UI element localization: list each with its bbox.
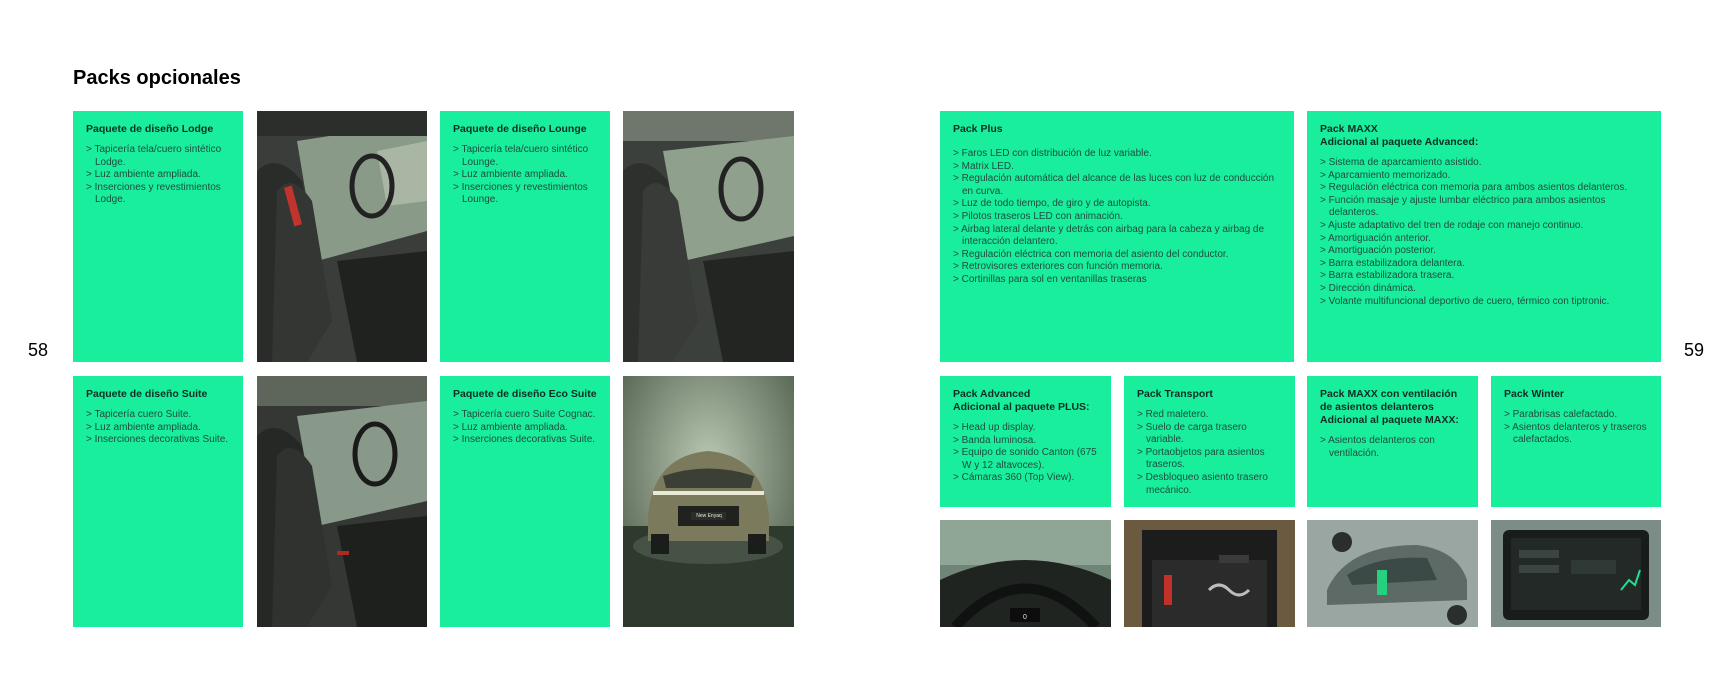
page-title: Packs opcionales (73, 67, 241, 89)
list-item: > Retrovisores exteriores con función memoria. (953, 261, 1281, 274)
pack-card-maxx (1307, 111, 1661, 362)
list-item: > Asientos delanteros y traseros calefactados. (1504, 422, 1648, 447)
lodge-interior-photo (257, 111, 427, 362)
pack-title: Pack Transport (1137, 388, 1213, 400)
suite-interior-photo (257, 376, 427, 627)
pack-items (86, 409, 230, 447)
list-item: > Head up display. (953, 422, 1098, 435)
pack-title (1320, 123, 1648, 149)
list-item: > Aparcamiento memorizado. (1320, 170, 1648, 183)
cargo-trunk-photo (1124, 520, 1295, 627)
pack-items (453, 409, 597, 447)
pack-card-plus (940, 111, 1294, 362)
list-item: > Desbloqueo asiento trasero mecánico. (1137, 472, 1282, 497)
list-item: > Barra estabilizadora trasera. (1320, 270, 1648, 283)
pack-title: Paquete de diseño Eco Suite (453, 388, 597, 400)
list-item: > Faros LED con distribución de luz variable. (953, 148, 1281, 161)
pack-items (1137, 409, 1282, 497)
pack-title-line: Pack MAXX (1320, 123, 1378, 135)
list-item: > Suelo de carga trasero variable. (1137, 422, 1282, 447)
pack-items (453, 144, 597, 207)
pack-title-line: Pack Advanced (953, 388, 1031, 400)
list-item: > Cámaras 360 (Top View). (953, 472, 1098, 485)
pack-title: Paquete de diseño Suite (86, 388, 208, 400)
list-item: > Luz de todo tiempo, de giro y de autopista. (953, 198, 1281, 211)
list-item: > Red maletero. (1137, 409, 1282, 422)
pack-title-line: de asientos delanteros (1320, 401, 1434, 413)
list-item: > Inserciones y revestimientos Lounge. (453, 182, 597, 207)
pack-subtitle: Adicional al paquete PLUS: (953, 401, 1090, 413)
list-item: > Tapicería cuero Suite. (86, 409, 230, 422)
pack-subtitle: Adicional al paquete Advanced: (1320, 136, 1479, 148)
pack-items (1320, 157, 1648, 308)
pack-items (86, 144, 230, 207)
pack-title (1320, 388, 1465, 427)
list-item: > Inserciones decorativas Suite. (453, 434, 597, 447)
pack-card-winter (1491, 376, 1661, 507)
pack-subtitle: Adicional al paquete MAXX: (1320, 414, 1459, 426)
head-up-display-photo (940, 520, 1111, 627)
list-item: > Pilotos traseros LED con animación. (953, 211, 1281, 224)
pack-items (953, 422, 1098, 485)
list-item: > Función masaje y ajuste lumbar eléctrico para ambos asientos delanteros. (1320, 195, 1648, 220)
list-item: > Amortiguación posterior. (1320, 245, 1648, 258)
ventilated-seats-photo (1307, 520, 1478, 627)
lounge-interior-photo (623, 111, 794, 362)
pack-items (953, 148, 1281, 287)
pack-card-lounge (440, 111, 610, 362)
list-item: > Banda luminosa. (953, 435, 1098, 448)
list-item: > Amortiguación anterior. (1320, 233, 1648, 246)
list-item: > Tapicería cuero Suite Cognac. (453, 409, 597, 422)
pack-card-suite (73, 376, 243, 627)
list-item: > Ajuste adaptativo del tren de rodaje con manejo continuo. (1320, 220, 1648, 233)
pack-title: Paquete de diseño Lounge (453, 123, 587, 135)
list-item: > Tapicería tela/cuero sintético Lounge. (453, 144, 597, 169)
list-item: > Luz ambiente ampliada. (86, 169, 230, 182)
svg-text:0: 0 (1023, 614, 1027, 621)
list-item: > Dirección dinámica. (1320, 283, 1648, 296)
pack-card-maxx-ventilation (1307, 376, 1478, 507)
list-item: > Volante multifuncional deportivo de cuero, térmico con tiptronic. (1320, 296, 1648, 309)
list-item: > Asientos delanteros con ventilación. (1320, 435, 1465, 460)
page-number-right: 59 (1684, 340, 1705, 360)
pack-title: Paquete de diseño Lodge (86, 123, 214, 135)
list-item: > Matrix LED. (953, 161, 1281, 174)
infotainment-screen-photo (1491, 520, 1661, 627)
pack-card-advanced (940, 376, 1111, 507)
list-item: > Cortinillas para sol en ventanillas traseras (953, 274, 1281, 287)
list-item: > Parabrisas calefactado. (1504, 409, 1648, 422)
list-item: > Regulación eléctrica con memoria para ambos asientos delanteros. (1320, 182, 1648, 195)
pack-card-transport (1124, 376, 1295, 507)
car-badge-text: New Enyaq (696, 513, 722, 519)
list-item: > Sistema de aparcamiento asistido. (1320, 157, 1648, 170)
list-item: > Luz ambiente ampliada. (86, 422, 230, 435)
list-item: > Luz ambiente ampliada. (453, 422, 597, 435)
pack-card-lodge (73, 111, 243, 362)
list-item: > Inserciones y revestimientos Lodge. (86, 182, 230, 207)
pack-title: Pack Plus (953, 123, 1003, 135)
list-item: > Regulación eléctrica con memoria del asiento del conductor. (953, 249, 1281, 262)
pack-card-eco-suite (440, 376, 610, 627)
list-item: > Inserciones decorativas Suite. (86, 434, 230, 447)
list-item: > Regulación automática del alcance de las luces con luz de conducción en curva. (953, 173, 1281, 198)
list-item: > Portaobjetos para asientos traseros. (1137, 447, 1282, 472)
pack-title-line: Pack MAXX con ventilación (1320, 388, 1458, 400)
pack-items (1320, 435, 1465, 460)
car-exterior-photo (623, 376, 794, 627)
pack-title: Pack Winter (1504, 388, 1565, 400)
page-number-left: 58 (28, 340, 49, 360)
list-item: > Equipo de sonido Canton (675 W y 12 altavoces). (953, 447, 1098, 472)
pack-items (1504, 409, 1648, 447)
pack-title (953, 388, 1098, 414)
list-item: > Luz ambiente ampliada. (453, 169, 597, 182)
list-item: > Barra estabilizadora delantera. (1320, 258, 1648, 271)
list-item: > Tapicería tela/cuero sintético Lodge. (86, 144, 230, 169)
list-item: > Airbag lateral delante y detrás con airbag para la cabeza y airbag de interacción delantero. (953, 224, 1281, 249)
